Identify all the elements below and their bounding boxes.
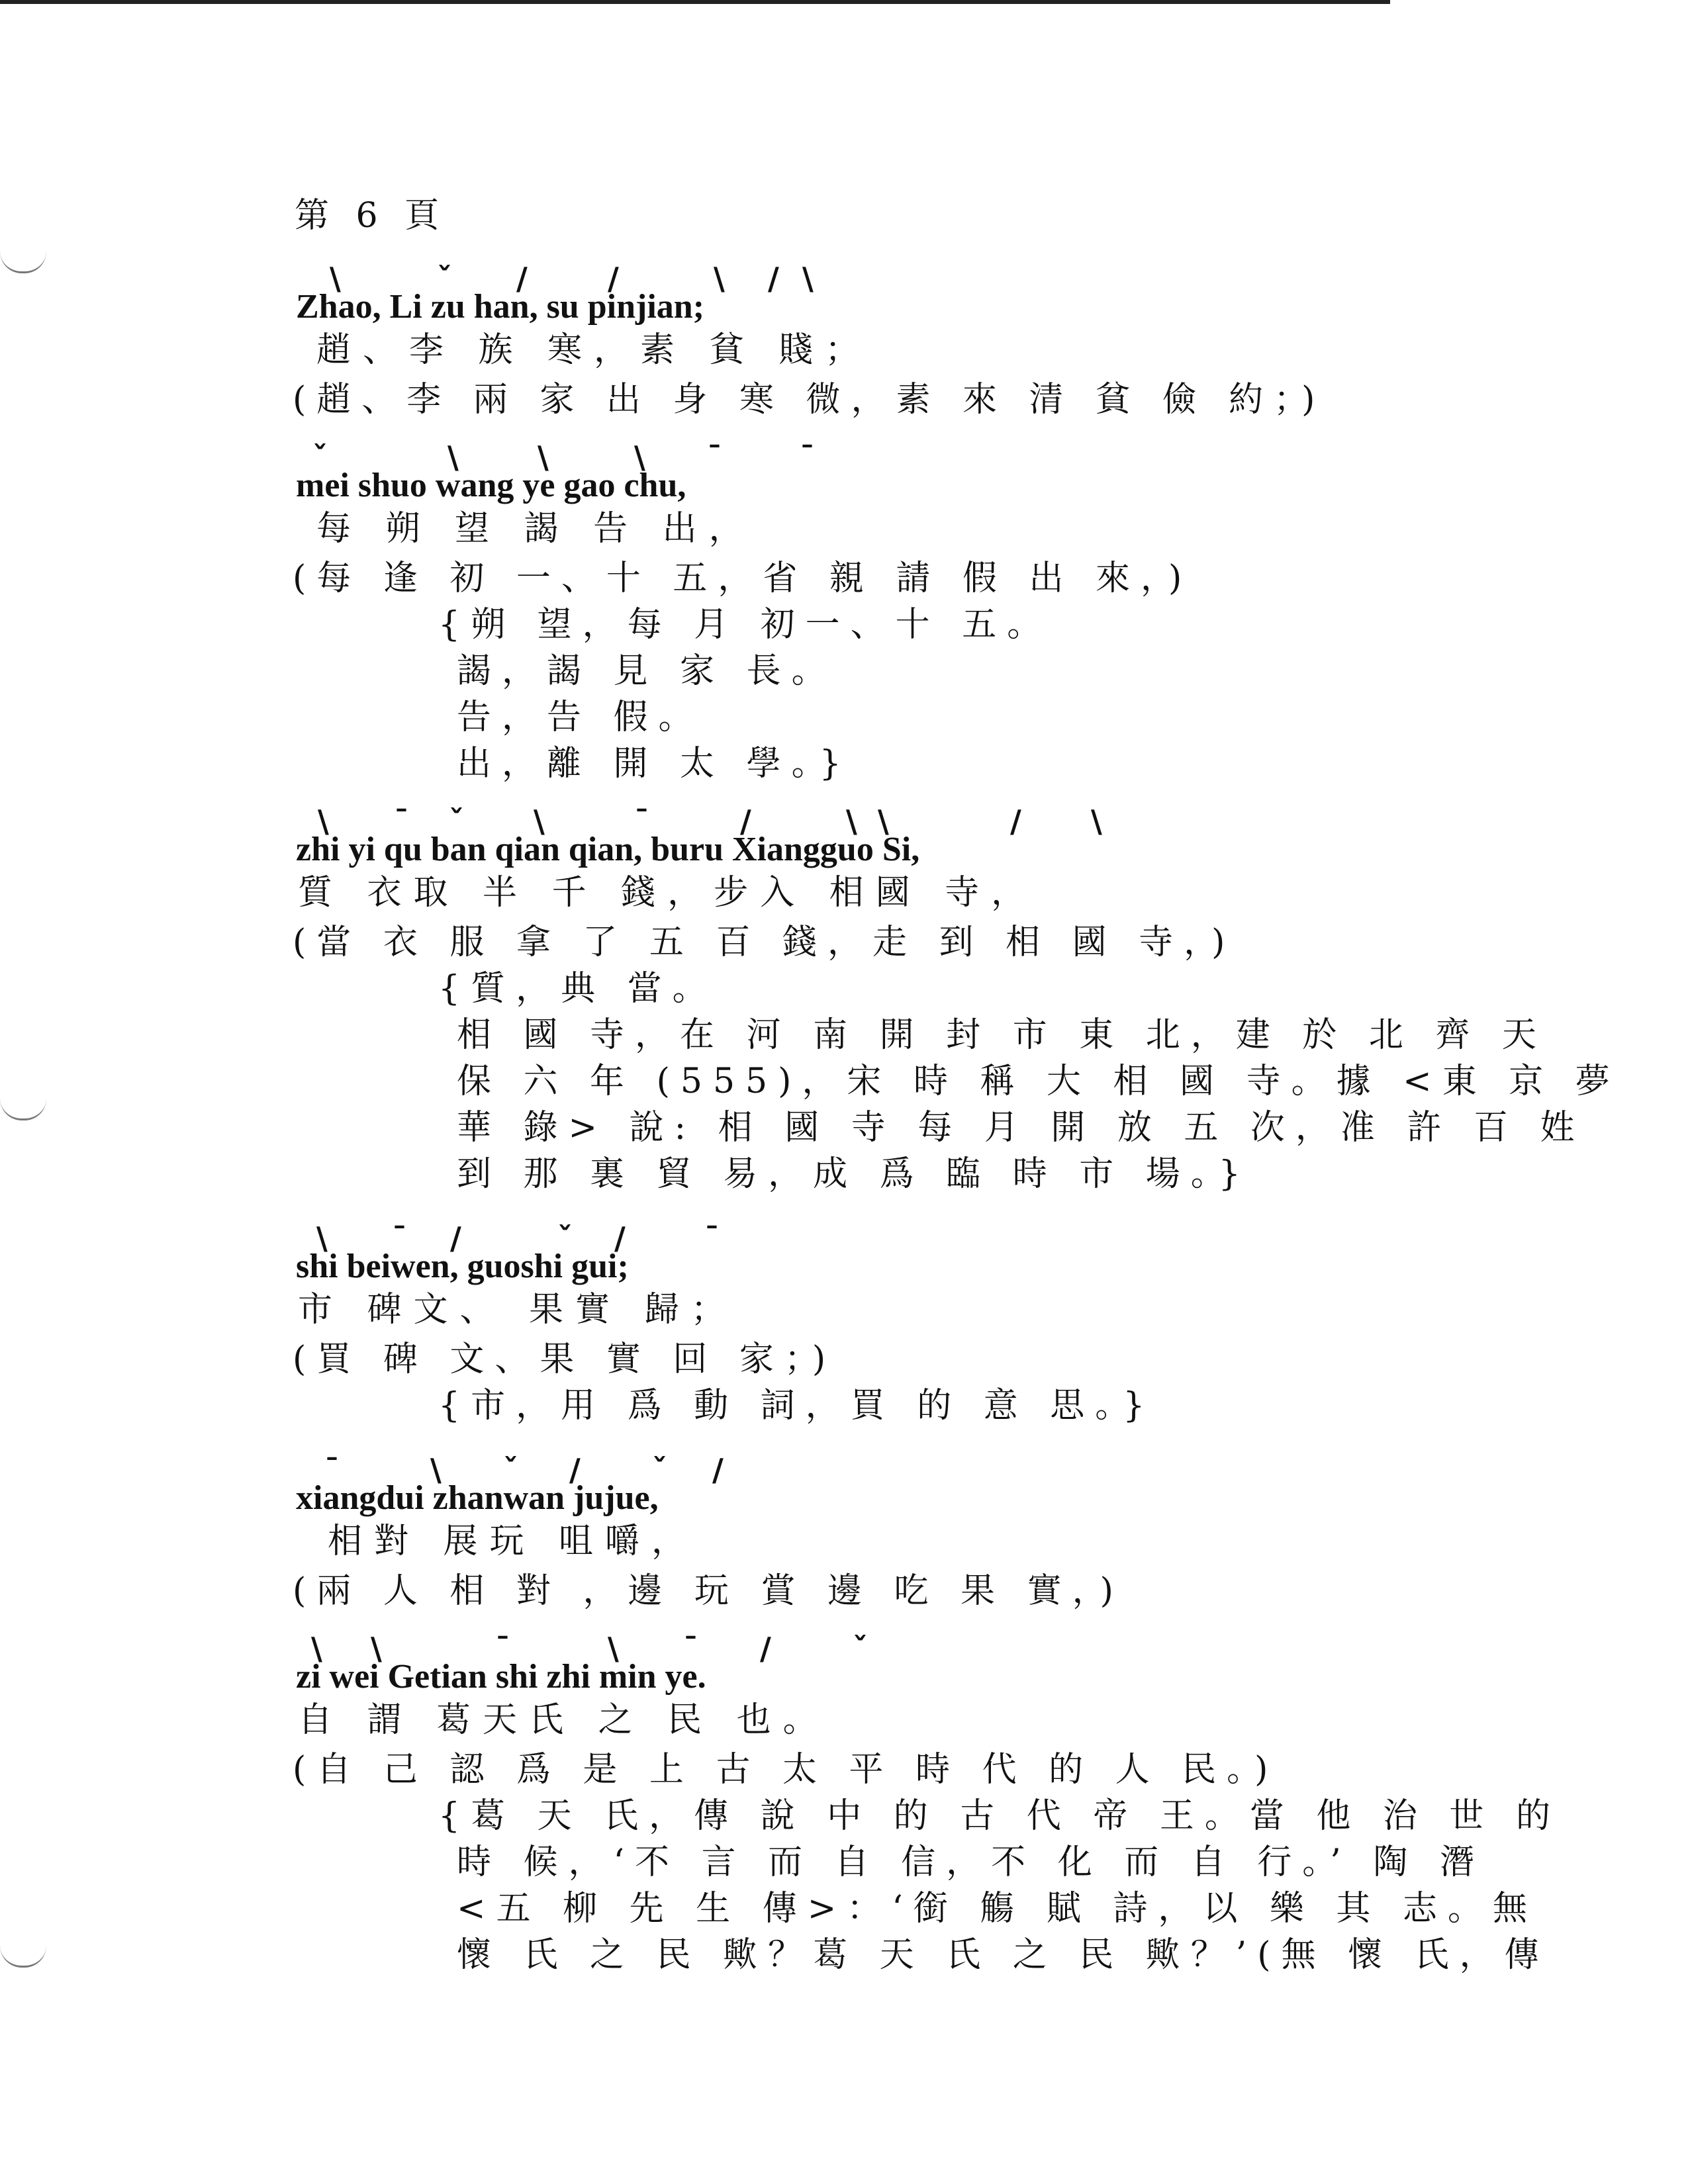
pinyin-line: mei shuo wang ye gao chu, — [296, 467, 686, 504]
pinyin-line: xiangdui zhanwan jujue, — [296, 1479, 659, 1517]
tone-mark: ¯ — [707, 439, 722, 475]
tone-mark: \ — [316, 1220, 328, 1256]
annotation-line: 懷 氏 之 民 歟？葛 天 氏 之 民 歟？’(無 懷 氏，傳 — [457, 1935, 1550, 1975]
tone-mark: ¯ — [634, 803, 649, 839]
annotation-line: 時 候，‘不 言 而 自 信，不 化 而 自 行。’ 陶 潛 — [457, 1843, 1485, 1882]
tone-mark: ˇ — [449, 803, 464, 839]
tone-mark: \ — [371, 1631, 382, 1666]
tone-mark: ¯ — [392, 1220, 407, 1256]
tone-mark: \ — [430, 1452, 442, 1488]
tone-mark: ˇ — [853, 1631, 868, 1666]
translation-line: (自 己 認 爲 是 上 古 太 平 時 代 的 人 民。) — [293, 1750, 1279, 1790]
annotation-line: 相 國 寺，在 河 南 開 封 市 東 北，建 於 北 齊 天 — [457, 1015, 1547, 1055]
annotation-line: {葛 天 氏，傳 說 中 的 古 代 帝 王。當 他 治 世 的 — [438, 1796, 1561, 1836]
tone-mark: / — [760, 1631, 771, 1666]
annotation-line: 謁，謁 見 家 長。 — [457, 651, 837, 691]
annotation-line: {市，用 爲 動 詞，買 的 意 思。} — [438, 1386, 1156, 1426]
tone-mark: / — [768, 261, 779, 296]
translation-line: (每 逢 初 一、十 五，省 親 請 假 出 來，) — [293, 559, 1193, 598]
tone-mark: / — [450, 1220, 461, 1256]
hanzi-line: 相對 展玩 咀嚼， — [328, 1522, 698, 1561]
annotation-line: 華 錄> 說: 相 國 寺 每 月 開 放 五 次，准 許 百 姓 — [457, 1108, 1585, 1148]
annotation-line: 保 六 年 (555)，宋 時 稱 大 相 國 寺。據 <東 京 夢 — [457, 1062, 1620, 1101]
tone-mark: / — [608, 261, 619, 296]
pinyin-line: zi wei Getian shi zhi min ye. — [296, 1658, 706, 1696]
tone-mark: ¯ — [683, 1631, 698, 1666]
tone-mark: / — [740, 803, 751, 839]
tone-mark: ¯ — [394, 803, 409, 839]
annotation-line: 到 那 裏 貿 易，成 爲 臨 時 市 場。} — [457, 1154, 1251, 1194]
tone-mark: ¯ — [495, 1631, 510, 1666]
translation-line: (兩 人 相 對 ，邊 玩 賞 邊 吃 果 實，) — [293, 1571, 1124, 1611]
binder-hole-mark — [0, 251, 46, 273]
tone-mark: ¯ — [800, 439, 815, 475]
tone-mark: \ — [846, 803, 857, 839]
tone-mark: ˇ — [312, 439, 328, 475]
tone-mark: ˇ — [652, 1452, 667, 1488]
tone-mark: / — [712, 1452, 724, 1488]
tone-mark: / — [1010, 803, 1021, 839]
tone-mark: \ — [1091, 803, 1102, 839]
scan-top-edge — [0, 0, 1390, 4]
binder-hole-mark — [0, 1099, 46, 1120]
tone-mark: \ — [447, 439, 459, 475]
translation-line: (當 衣 服 拿 了 五 百 錢，走 到 相 國 寺，) — [293, 923, 1236, 962]
page-header: 第 6 頁 — [295, 196, 447, 236]
tone-mark: ¯ — [704, 1220, 720, 1256]
annotation-line: 告，告 假。 — [457, 698, 704, 737]
tone-mark: \ — [802, 261, 814, 296]
tone-mark: \ — [538, 439, 549, 475]
tone-mark: \ — [318, 803, 329, 839]
annotation-line: 出，離 開 太 學。} — [457, 744, 852, 784]
tone-mark: \ — [878, 803, 889, 839]
binder-hole-mark — [0, 1946, 46, 1968]
tone-mark: ˇ — [557, 1220, 573, 1256]
translation-line: (趙、李 兩 家 出 身 寒 微，素 來 清 貧 儉 約；) — [293, 380, 1326, 420]
tone-mark: \ — [634, 439, 645, 475]
hanzi-line: 每 朔 望 謁 告 出， — [316, 509, 755, 549]
annotation-line: {朔 望，每 月 初一、十 五。 — [438, 605, 1053, 645]
hanzi-line: 自 謂 葛天氏 之 民 也。 — [298, 1700, 829, 1740]
pinyin-line: Zhao, Li zu han, su pinjian; — [296, 288, 705, 326]
annotation-line: {質，典 當。 — [438, 969, 718, 1009]
pinyin-line: shi beiwen, guoshi gui; — [296, 1248, 629, 1285]
tone-mark: \ — [534, 803, 545, 839]
tone-mark: ˇ — [503, 1452, 518, 1488]
tone-mark: \ — [330, 261, 341, 296]
pinyin-line: zhi yi qu ban qian qian, buru Xiangguo Si, — [296, 831, 920, 868]
translation-line: (買 碑 文、果 實 回 家；) — [293, 1340, 837, 1379]
tone-mark: / — [614, 1220, 626, 1256]
tone-mark: \ — [608, 1631, 619, 1666]
hanzi-line: 質 衣取 半 千 錢，步入 相國 寺， — [298, 873, 1038, 913]
tone-mark: ¯ — [324, 1452, 340, 1488]
hanzi-line: 趙、李 族 寒，素 貧 賤； — [316, 330, 872, 370]
annotation-line: <五 柳 先 生 傳>：‘銜 觴 賦 詩，以 樂 其 志。無 — [457, 1889, 1538, 1929]
tone-mark: \ — [311, 1631, 322, 1666]
tone-mark: ˇ — [437, 261, 452, 296]
tone-mark: \ — [714, 261, 725, 296]
hanzi-line: 市 碑文、 果實 歸； — [298, 1290, 737, 1330]
tone-mark: / — [569, 1452, 581, 1488]
tone-mark: / — [516, 261, 528, 296]
